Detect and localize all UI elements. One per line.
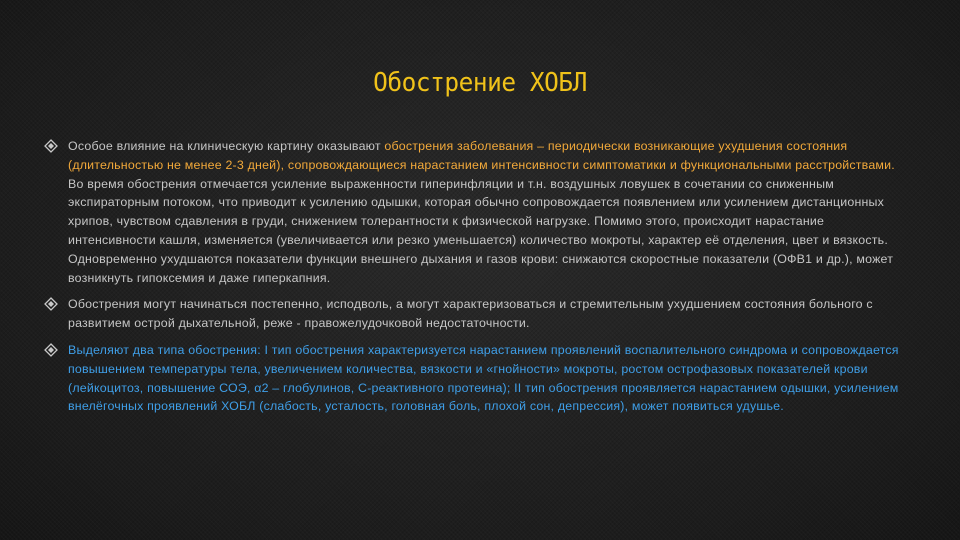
diamond-bullet-icon — [44, 297, 58, 311]
diamond-bullet-icon — [44, 139, 58, 153]
bullet-item — [44, 137, 912, 287]
bullet-text: Обострения могут начинаться постепенно, исподволь, а могут характеризоваться и стремительным ухудшением состояния больного с развитием острой дыхательной, реже - правожелудочковой недостаточности. — [68, 297, 873, 331]
slide-title: Обострение ХОБЛ — [373, 68, 587, 98]
bullet-text-highlight: обострения заболевания – периодически возникающие ухудшения состояния (длительностью не менее 2-3 дней), сопровождающиеся нарастанием интенсивности симптоматики и функциональными расстройствами. — [68, 139, 895, 172]
bullet-text-plain: Особое влияние на клиническую картину оказывают — [68, 139, 385, 153]
bullet-item — [44, 341, 912, 416]
diamond-bullet-icon — [44, 343, 58, 357]
bullet-text: Выделяют два типа обострения: I тип обострения характеризуется нарастанием проявлений воспалительного синдрома и сопровождается повышением температуры тела, увеличением количества, вязкости и «гнойности» мокроты, ростом острофазовых показателей крови (лейкоцитоз, повышение СОЭ, α2 – глобулинов, С-реактивного протеина); II тип обострения проявляется нарастанием одышки, усилением внелёгочных проявлений ХОБЛ (слабость, усталость, головная боль, плохой сон, депрессия), может появиться удушье. — [68, 342, 899, 414]
bullet-list — [44, 137, 912, 424]
bullet-text-plain: Во время обострения отмечается усиление выраженности гиперинфляции и т.н. воздушных ловушек в сочетании со сниженным экспираторным потоком, что приводит к усилению одышки, которая обычно сопровождается появлением или усилением дистанционных хрипов, чувством сдавления в груди, снижением толерантности к физической нагрузке. Помимо этого, происходит нарастание интенсивности кашля, изменяется (увеличивается или резко уменьшается) количество мокроты, характер её отделения, цвет и вязкость. Одновременно ухудшаются показатели функции внешнего дыхания и газов крови: снижаются скоростные показатели (ОФВ1 и др.), может возникнуть гипоксемия и даже гиперкапния. — [68, 176, 894, 285]
bullet-item — [44, 295, 912, 333]
